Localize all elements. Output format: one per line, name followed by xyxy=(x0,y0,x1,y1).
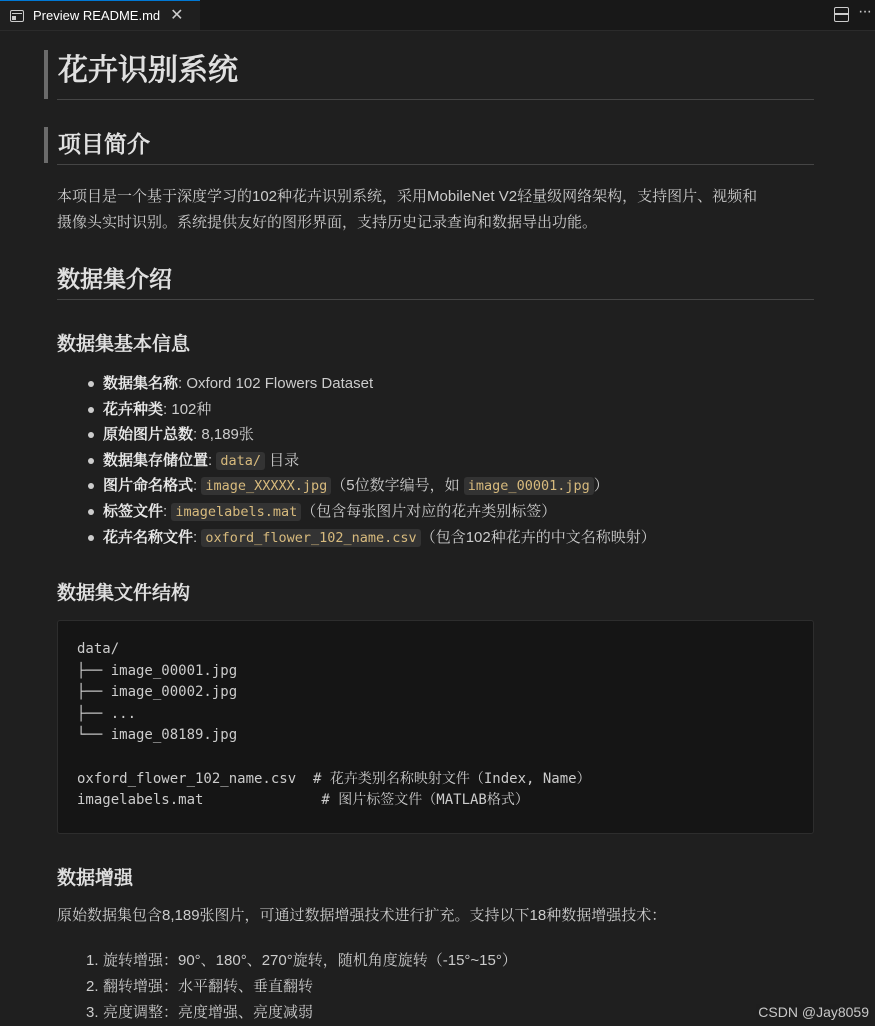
intro-line-2: 摄像头实时识别。系统提供友好的图形界面，支持历史记录查询和数据导出功能。 xyxy=(57,214,598,231)
item-value: 8,189张 xyxy=(201,426,254,444)
item-key: 图片命名格式 xyxy=(103,477,194,495)
item-suffix: （包含102种花卉的中文名称映射） xyxy=(420,528,656,546)
inline-code: image_00001.jpg xyxy=(464,477,594,495)
list-item xyxy=(103,371,814,397)
heading-dataset-intro: 数据集介绍 xyxy=(57,266,172,292)
inline-code: imagelabels.mat xyxy=(171,503,301,521)
list-number: 3. xyxy=(86,1004,99,1021)
more-actions-icon[interactable]: ··· xyxy=(858,3,871,20)
list-item xyxy=(86,948,517,974)
code-line: ├── image_00001.jpg xyxy=(77,662,238,679)
list-number: 2. xyxy=(86,978,99,995)
item-key: 数据集名称 xyxy=(103,375,179,392)
list-text: 翻转增强：水平翻转、垂直翻转 xyxy=(103,978,314,995)
page-title: 花卉识别系统 xyxy=(44,50,814,99)
item-value: Oxford 102 Flowers Dataset xyxy=(186,375,374,392)
augmentation-paragraph: 原始数据集包含8,189张图片，可通过数据增强技术进行扩充。支持以下18种数据增强技术： xyxy=(57,907,667,924)
item-key: 原始图片总数 xyxy=(103,426,194,444)
heading-divider xyxy=(57,299,814,300)
list-item xyxy=(103,422,814,448)
intro-line-1: 本项目是一个基于深度学习的102种花卉识别系统，采用MobileNet V2轻量级网络架构，支持图片、视频和 xyxy=(57,188,758,205)
item-suffix: 目录 xyxy=(265,451,300,469)
item-sep: : xyxy=(193,528,202,546)
watermark: CSDN @Jay8059 xyxy=(758,1004,869,1020)
inline-code: oxford_flower_102_name.csv xyxy=(201,529,420,547)
item-sep: : xyxy=(163,400,172,418)
item-suffix: （5位数字编号，如 xyxy=(331,477,464,495)
item-key: 花卉名称文件 xyxy=(103,528,194,546)
item-sep: : xyxy=(163,502,172,520)
inline-code: data/ xyxy=(216,452,265,470)
list-number: 1. xyxy=(86,952,99,969)
augmentation-list xyxy=(57,948,517,1026)
code-line: ├── ... xyxy=(77,705,137,722)
code-line: imagelabels.mat # 图片标签文件（MATLAB格式） xyxy=(77,792,529,809)
code-line: └── image_08189.jpg xyxy=(77,727,238,744)
item-sep: : xyxy=(208,451,217,469)
dataset-info-list xyxy=(57,371,814,550)
split-editor-icon[interactable] xyxy=(834,7,849,22)
editor-tab-bar xyxy=(0,0,875,31)
item-key: 数据集存储位置 xyxy=(103,451,209,469)
list-item xyxy=(86,974,517,1000)
code-block-file-structure[interactable] xyxy=(57,620,814,834)
code-line: data/ xyxy=(77,641,120,657)
title-divider xyxy=(57,99,814,100)
inline-code: image_XXXXX.jpg xyxy=(201,477,331,495)
item-value: 102种 xyxy=(171,400,212,418)
list-item xyxy=(103,473,814,499)
heading-augmentation: 数据增强 xyxy=(57,868,134,889)
preview-icon xyxy=(10,10,24,22)
heading-divider xyxy=(57,164,814,165)
close-icon[interactable]: ✕ xyxy=(170,6,184,24)
item-sep: : xyxy=(193,477,202,495)
heading-project-intro: 项目简介 xyxy=(44,127,814,163)
code-line: oxford_flower_102_name.csv # 花卉类别名称映射文件（Index, Name） xyxy=(77,770,591,787)
list-item xyxy=(103,525,814,551)
item-key: 标签文件 xyxy=(103,502,164,520)
item-sep: : xyxy=(193,426,202,444)
code-line: ├── image_00002.jpg xyxy=(77,684,238,701)
heading-dataset-info: 数据集基本信息 xyxy=(57,334,191,355)
list-item xyxy=(86,1000,517,1026)
item-suffix: ） xyxy=(593,477,609,495)
item-suffix: （包含每张图片对应的花卉类别标签） xyxy=(301,502,557,520)
tab-label: Preview README.md xyxy=(33,8,161,23)
project-intro-paragraph xyxy=(57,184,814,236)
list-text: 亮度调整：亮度增强、亮度减弱 xyxy=(103,1004,314,1021)
heading-file-structure: 数据集文件结构 xyxy=(57,583,191,604)
item-key: 花卉种类 xyxy=(103,400,164,418)
list-text: 旋转增强：90°、180°、270°旋转，随机角度旋转（-15°~15°） xyxy=(103,952,517,969)
list-item xyxy=(103,448,814,474)
list-item xyxy=(103,397,814,423)
tab-preview-readme[interactable] xyxy=(0,0,200,30)
item-sep: : xyxy=(178,375,187,392)
list-item xyxy=(103,499,814,525)
